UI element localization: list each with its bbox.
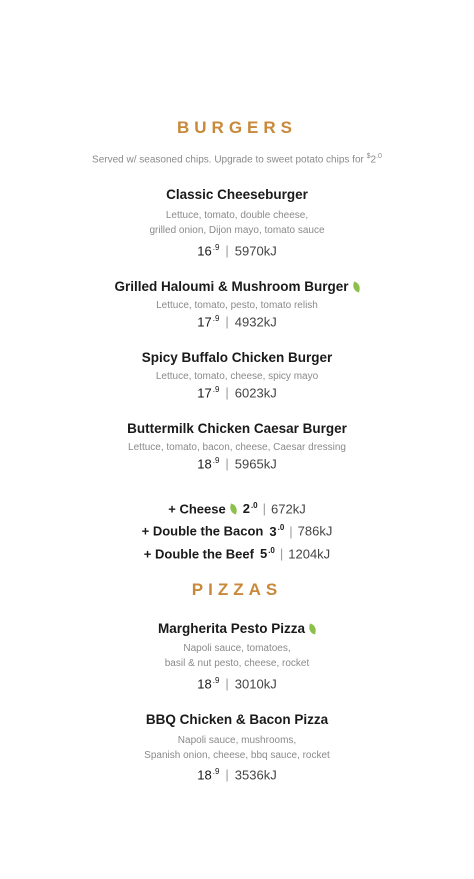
- menu-item-price-line: [0, 456, 474, 471]
- separator: |: [225, 385, 229, 401]
- price-cents: .9: [212, 767, 220, 776]
- separator: |: [225, 314, 229, 330]
- price-cents: .0: [268, 545, 275, 555]
- desc-line: Lettuce, tomato, double cheese,: [165, 210, 309, 221]
- separator: |: [225, 767, 229, 783]
- desc-line: grilled onion, Dijon mayo, tomato sauce: [149, 225, 325, 236]
- section-title-burgers: BURGERS: [176, 118, 297, 137]
- price-cents: .9: [212, 243, 220, 252]
- energy-kj: 3010kJ: [234, 676, 277, 692]
- menu-item-name: Buttermilk Chicken Caesar Burger: [127, 421, 347, 436]
- menu-item-desc: [0, 733, 474, 763]
- energy-kj: 3536kJ: [234, 767, 277, 783]
- addons-list: [0, 496, 474, 563]
- leaf-icon: [352, 281, 361, 292]
- desc-line: Napoli sauce, mushrooms,: [177, 735, 297, 746]
- menu-item-desc: Lettuce, tomato, bacon, cheese, Caesar dressing: [128, 442, 346, 453]
- price: 17: [197, 314, 212, 330]
- price-cents: .9: [212, 385, 220, 394]
- price: 18: [197, 456, 212, 472]
- desc-line: Spanish onion, cheese, bbq sauce, rocket: [144, 750, 330, 761]
- upgrade-price: 2: [370, 154, 377, 166]
- energy-kj: 5970kJ: [234, 243, 277, 259]
- menu-item-desc: Lettuce, tomato, pesto, tomato relish: [156, 300, 318, 311]
- addon-item: [0, 496, 474, 518]
- price: 17: [197, 385, 212, 401]
- separator: |: [225, 456, 229, 472]
- upgrade-cents: .0: [376, 153, 382, 160]
- separator: |: [225, 676, 229, 692]
- energy-kj: 672kJ: [271, 501, 306, 517]
- energy-kj: 5965kJ: [234, 456, 277, 472]
- menu-item-name-text: Margherita Pesto Pizza: [157, 621, 306, 636]
- price: 18: [197, 676, 212, 692]
- price: 3: [269, 523, 277, 539]
- price: 18: [197, 767, 212, 783]
- price-cents: .9: [212, 456, 220, 465]
- menu-item-name: Classic Cheeseburger: [166, 187, 308, 202]
- price-cents: .0: [277, 523, 285, 533]
- price-cents: .0: [250, 501, 258, 510]
- menu-item-price-line: [0, 767, 474, 782]
- menu-item-price-line: [0, 676, 474, 691]
- price: 2: [242, 501, 250, 517]
- separator: |: [225, 243, 229, 259]
- menu-item-desc: [0, 641, 474, 671]
- energy-kj: 4932kJ: [234, 314, 277, 330]
- addon-name: + Double the Beef: [143, 545, 254, 561]
- section-title-pizzas: PIZZAS: [191, 580, 283, 599]
- menu-item-name: Spicy Buffalo Chicken Burger: [141, 350, 333, 365]
- burgers-subtitle: [0, 153, 474, 165]
- addon-item: [0, 518, 474, 540]
- separator: |: [262, 501, 267, 517]
- addon-name: + Cheese: [168, 501, 226, 517]
- price-cents: .9: [212, 314, 220, 323]
- menu-item-desc: [0, 208, 474, 238]
- upgrade-currency: $: [366, 153, 371, 160]
- desc-line: basil & nut pesto, cheese, rocket: [164, 658, 310, 669]
- menu-item-name: [0, 279, 474, 294]
- energy-kj: 1204kJ: [288, 545, 331, 561]
- leaf-icon: [229, 504, 238, 515]
- subtitle-text: Served w/ seasoned chips. Upgrade to sweet potato chips for: [92, 154, 364, 166]
- addon-name: + Double the Bacon: [141, 523, 264, 539]
- energy-kj: 786kJ: [297, 523, 333, 539]
- energy-kj: 6023kJ: [234, 385, 277, 401]
- separator: |: [279, 545, 284, 561]
- menu-item-name: [0, 621, 474, 636]
- menu-item-desc: Lettuce, tomato, cheese, spicy mayo: [155, 371, 319, 382]
- separator: |: [289, 523, 293, 539]
- price-cents: .9: [212, 676, 220, 685]
- price: 16: [197, 243, 212, 259]
- addon-item: [0, 541, 474, 563]
- menu-item-price-line: [0, 385, 474, 400]
- menu-item-price-line: [0, 314, 474, 329]
- menu-item-name: BBQ Chicken & Bacon Pizza: [145, 712, 329, 727]
- menu-item-name-text: Grilled Haloumi & Mushroom Burger: [114, 279, 349, 294]
- desc-line: Napoli sauce, tomatoes,: [183, 643, 291, 654]
- menu-item-price-line: [0, 243, 474, 258]
- price: 5: [259, 545, 268, 561]
- leaf-icon: [308, 623, 317, 634]
